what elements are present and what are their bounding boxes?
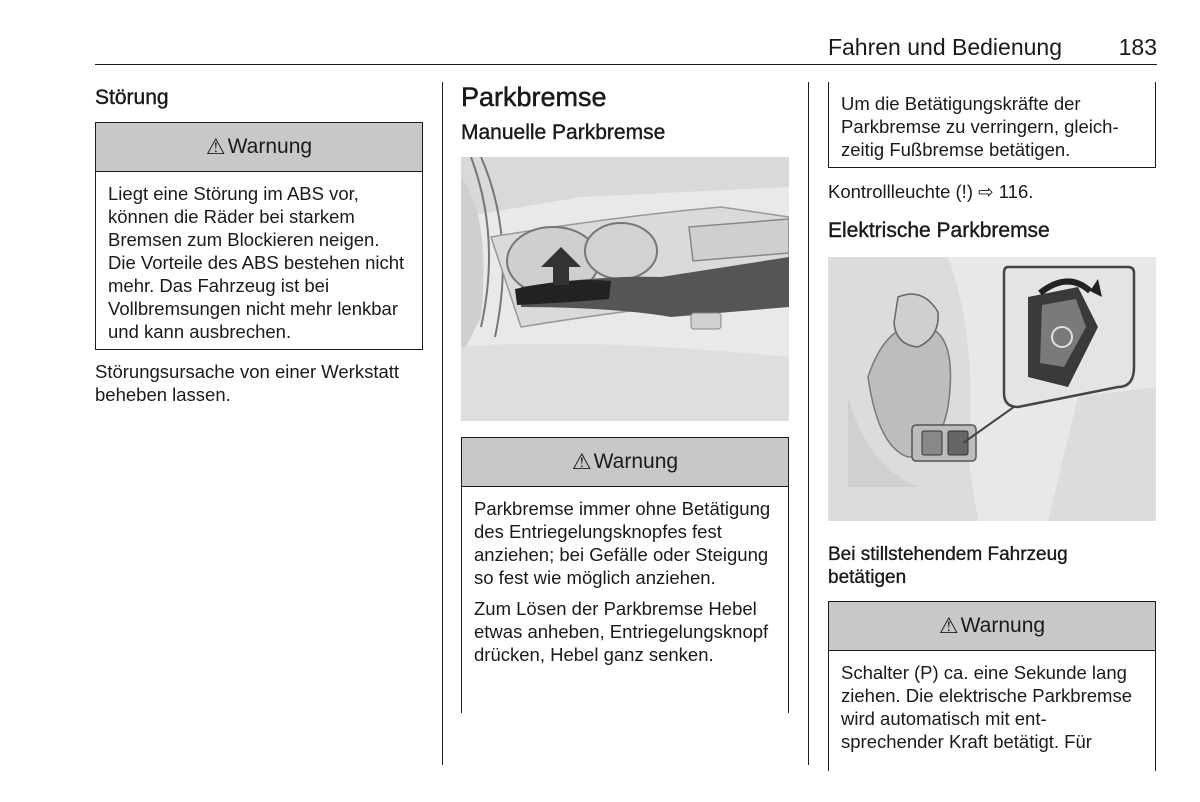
- page-number: 183: [1118, 34, 1157, 60]
- warning-body: [829, 651, 1155, 761]
- warning-text: Schalter (P) ca. eine Sekunde lang ziehen. Die elektrische Parkbremse wird automatisch mit entsprechender Kraft betätigt. Für: [841, 662, 1132, 752]
- heading-stillstehendes-fahrzeug: Bei stillstehendem Fahrzeug betätigen: [828, 544, 1068, 588]
- indicator-reference: Kontrollleuchte (!) ⇨ 116.: [828, 181, 1034, 202]
- warning-header: [829, 602, 1155, 651]
- warning-title: Warnung: [227, 135, 313, 158]
- warning-box: [95, 122, 423, 350]
- electric-parking-brake-switch-illustration: [828, 257, 1156, 521]
- warning-triangle-icon: ⚠: [571, 449, 592, 474]
- handbrake-lever-illustration: [461, 157, 789, 421]
- column-3: [828, 82, 1156, 771]
- epb-figure-svg: [828, 257, 1156, 521]
- warning-text-2: Zum Lösen der Parkbremse Hebel etwas anheben, Entriegelungsknopf drücken, Hebel ganz senken.: [474, 598, 769, 665]
- paragraph-werkstatt: Störungsursache von einer Werkstatt beheben lassen.: [95, 361, 400, 405]
- warning-box: [461, 437, 789, 713]
- warning-body: [96, 172, 422, 351]
- warning-triangle-icon: ⚠: [205, 134, 226, 159]
- column-divider: [442, 82, 443, 765]
- warning-text: Liegt eine Störung im ABS vor, können die Räder bei starkem Bremsen zum Blockieren neigen. Die Vorteile des ABS bestehen nicht mehr. Das Fahrzeug ist bei Vollbremsungen nicht mehr lenkbar und kann ausbrechen.: [108, 183, 405, 342]
- warning-title: Warnung: [960, 614, 1046, 637]
- page-header: [95, 30, 1157, 65]
- warning-body: [462, 487, 788, 674]
- handbrake-figure-svg: [461, 157, 789, 421]
- warning-header: [96, 123, 422, 172]
- column-1: [95, 82, 423, 406]
- column-divider: [808, 82, 809, 765]
- warning-header: [462, 438, 788, 487]
- subheading-manuelle-parkbremse: Manuelle Parkbremse: [461, 121, 666, 144]
- subheading-elektrische-parkbremse: Elektrische Parkbremse: [828, 219, 1050, 242]
- continued-warning-box: [828, 82, 1156, 168]
- warning-box: [828, 601, 1156, 771]
- column-2: [461, 82, 789, 713]
- continued-warning-text: Um die Betätigungskräfte der Parkbremse zu verringern, gleichzeitig Fußbremse betätigen.: [841, 93, 1119, 160]
- warning-triangle-icon: ⚠: [938, 613, 959, 638]
- heading-parkbremse: Parkbremse: [461, 82, 607, 112]
- warning-text-1: Parkbremse immer ohne Betätigung des Entriegelungsknopfes fest anziehen; bei Gefälle oder Steigung so fest wie möglich anziehen.: [474, 498, 771, 588]
- section-title: Fahren und Bedienung: [827, 34, 1062, 60]
- heading-stoerung: Störung: [95, 86, 169, 109]
- warning-title: Warnung: [593, 450, 679, 473]
